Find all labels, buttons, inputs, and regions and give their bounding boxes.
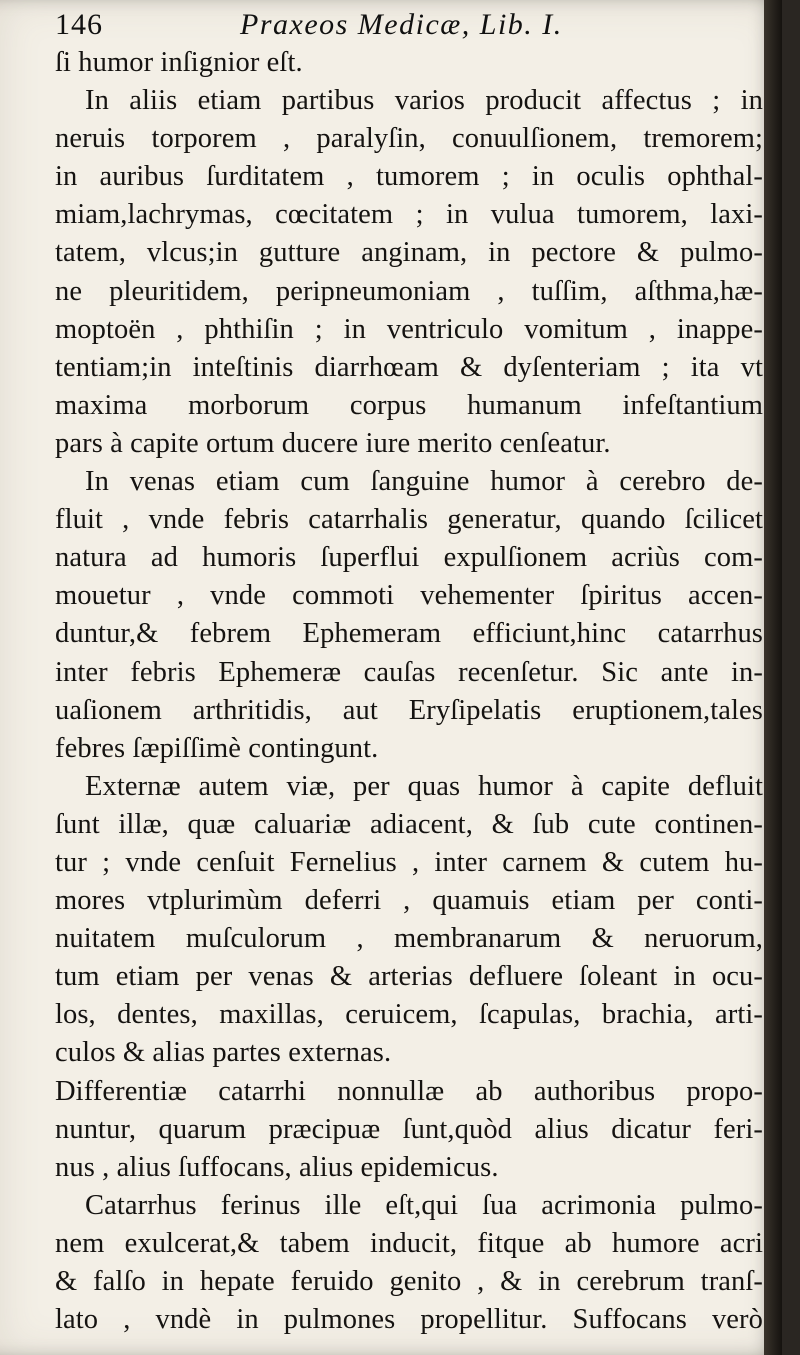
text-line: nem exulcerat,& tabem inducit, fitque ab humore acri <box>55 1227 763 1259</box>
text-line: lato , vndè in pulmones propellitur. Suffocans verò <box>55 1304 763 1336</box>
text-line: duntur,& febrem Ephemeram efficiunt,hinc catarrhus <box>55 618 763 650</box>
text-line: ſi humor inſignior eſt. <box>55 47 303 78</box>
text-line: Catarrhus ferinus ille eſt,qui ſua acrimonia pulmo- <box>85 1189 763 1221</box>
text-line: mouetur , vnde commoti vehementer ſpiritus accen- <box>55 580 763 612</box>
text-line: tatem, vlcus;in gutture anginam, in pectore & pulmo- <box>55 237 763 269</box>
text-line: inter febris Ephemeræ cauſas recenſetur. Sic ante in- <box>55 656 763 688</box>
text-line: & falſo in hepate feruido genito , & in cerebrum tranſ- <box>55 1266 763 1297</box>
text-line: ſunt illæ, quæ caluariæ adiacent, & ſub cute continen- <box>55 808 763 840</box>
text-line: moptoën , phthiſin ; in ventriculo vomitum , inappe- <box>55 313 763 345</box>
page-header <box>55 8 755 46</box>
page-gutter-shadow <box>764 0 782 1355</box>
text-line: natura ad humoris ſuperflui expulſionem acriùs com- <box>55 542 763 574</box>
text-line: Differentiæ catarrhi nonnullæ ab authoribus propo- <box>55 1075 763 1107</box>
text-line: mores vtplurimùm deferri , quamuis etiam per conti- <box>55 885 763 917</box>
text-line: pars à capite ortum ducere iure merito cenſeatur. <box>55 427 611 459</box>
text-line: In aliis etiam partibus varios producit affectus ; in <box>85 85 763 117</box>
text-line: neruis torporem , paralyſin, conuulſionem, tremorem; <box>55 123 763 155</box>
text-line: febres ſæpiſſimè contingunt. <box>55 732 379 764</box>
running-head: Praxeos Medicæ, Lib. I. <box>240 8 563 41</box>
text-line: ne pleuritidem, peripneumoniam , tuſſim, aſthma,hæ- <box>55 275 763 307</box>
text-line: nuitatem muſculorum , membranarum & neruorum, <box>55 923 763 955</box>
page-number: 146 <box>55 8 103 41</box>
text-line: nuntur, quarum præcipuæ ſunt,quòd alius dicatur feri- <box>55 1113 763 1145</box>
text-line: in auribus ſurditatem , tumorem ; in oculis ophthal- <box>55 161 763 193</box>
text-line: Externæ autem viæ, per quas humor à capite defluit <box>85 770 763 802</box>
text-line: tum etiam per venas & arterias defluere ſoleant in ocu- <box>55 961 763 993</box>
text-line: fluit , vnde febris catarrhalis generatur, quando ſcilicet <box>55 504 763 536</box>
text-line: los, dentes, maxillas, ceruicem, ſcapulas, brachia, arti- <box>55 999 763 1031</box>
text-line: miam,lachrymas, cœcitatem ; in vulua tumorem, laxi- <box>55 199 763 231</box>
body-text <box>55 44 763 1339</box>
text-line: maxima morborum corpus humanum infeſtantium <box>55 389 763 421</box>
text-line: tentiam;in inteſtinis diarrhœam & dyſenteriam ; ita vt <box>55 351 763 383</box>
text-line: In venas etiam cum ſanguine humor à cerebro de- <box>85 466 763 498</box>
text-line: nus , alius ſuffocans, alius epidemicus. <box>55 1151 499 1183</box>
text-line: culos & alias partes externas. <box>55 1037 392 1069</box>
text-line: uaſionem arthritidis, aut Eryſipelatis eruptionem,tales <box>55 694 763 726</box>
text-line: tur ; vnde cenſuit Fernelius , inter carnem & cutem hu- <box>55 846 763 878</box>
